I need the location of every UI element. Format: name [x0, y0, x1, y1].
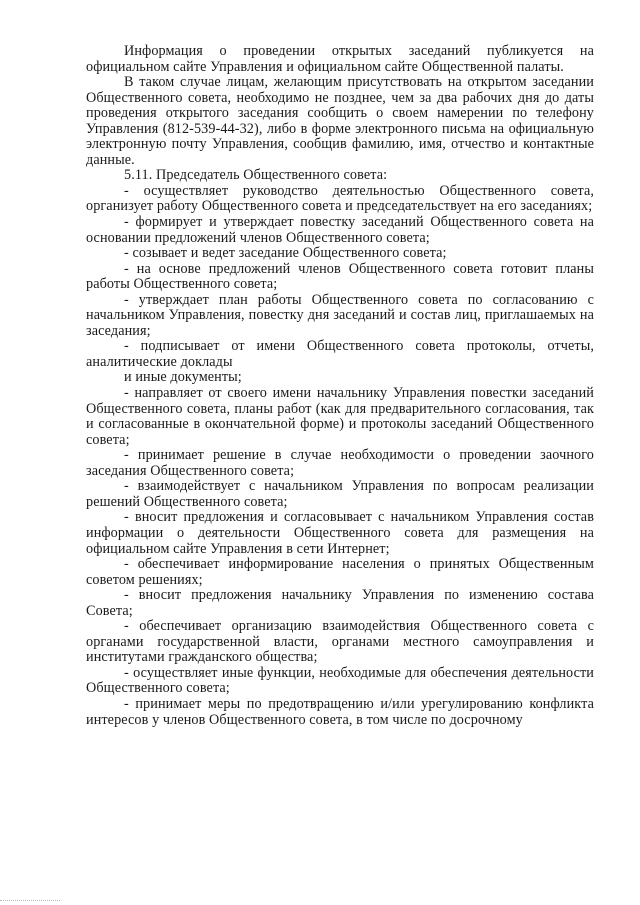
list-item: - вносит предложения и согласовывает с начальником Управления состав информации о деятельности Общественного совета для размещения на официальном сайте Управления в сети Интернет; [86, 509, 594, 557]
paragraph-attendance: В таком случае лицам, желающим присутствовать на открытом заседании Общественного совета, необходимо не позднее, чем за два рабочих дня до даты проведения открытого заседания сообщить о своем намерении по телефону Управления (812-539-44-32), либо в форме электронного письма на официальную электронную почту Управления, сообщив фамилию, имя, отчество и контактные данные. [86, 74, 594, 168]
list-item: - утверждает план работы Общественного совета по согласованию с начальником Управления, повестку дня заседаний и состав лиц, приглашаемых на заседания; [86, 291, 594, 339]
list-item: - принимает меры по предотвращению и/или урегулированию конфликта интересов у членов Общественного совета, в том числе по досрочному [86, 695, 594, 728]
list-item: - подписывает от имени Общественного совета протоколы, отчеты, аналитические доклады [86, 338, 594, 370]
list-item: - обеспечивает организацию взаимодействия Общественного совета с органами государственной власти, органами местного самоуправления и институтами гражданского общества; [86, 618, 594, 666]
list-item: - осуществляет иные функции, необходимые для обеспечения деятельности Общественного совета; [86, 664, 594, 697]
list-item: - вносит предложения начальнику Управления по изменению состава Совета; [86, 587, 594, 619]
list-item: - осуществляет руководство деятельностью Общественного совета, организует работу Общественного совета и председательствует на его заседаниях; [86, 182, 594, 215]
list-item: - на основе предложений членов Общественного совета готовит планы работы Общественного совета; [86, 260, 594, 293]
list-item: - принимает решение в случае необходимости о проведении заочного заседания Общественного совета; [86, 447, 594, 479]
list-item: - созывает и ведет заседание Общественного совета; [124, 245, 447, 262]
list-item: - формирует и утверждает повестку заседаний Общественного совета на основании предложений членов Общественного совета; [86, 214, 594, 246]
section-heading-5-11: 5.11. Председатель Общественного совета: [124, 167, 388, 184]
document-body [86, 44, 594, 728]
scan-edge-mark [0, 896, 60, 901]
list-item: - обеспечивает информирование населения о принятых Общественным советом решениях; [86, 556, 594, 588]
paragraph-publication: Информация о проведении открытых заседаний публикуется на официальном сайте Управления и официальном сайте Общественной палаты. [86, 43, 594, 75]
list-item: - взаимодействует с начальником Управления по вопросам реализации решений Общественного совета; [86, 478, 594, 510]
list-item: - направляет от своего имени начальнику Управления повестки заседаний Общественного совета, планы работ (как для предварительного согласования, так и согласованные в окончательной форме) и протоколы заседаний Общественного совета; [86, 385, 594, 448]
list-item-continuation: и иные документы; [124, 369, 242, 386]
